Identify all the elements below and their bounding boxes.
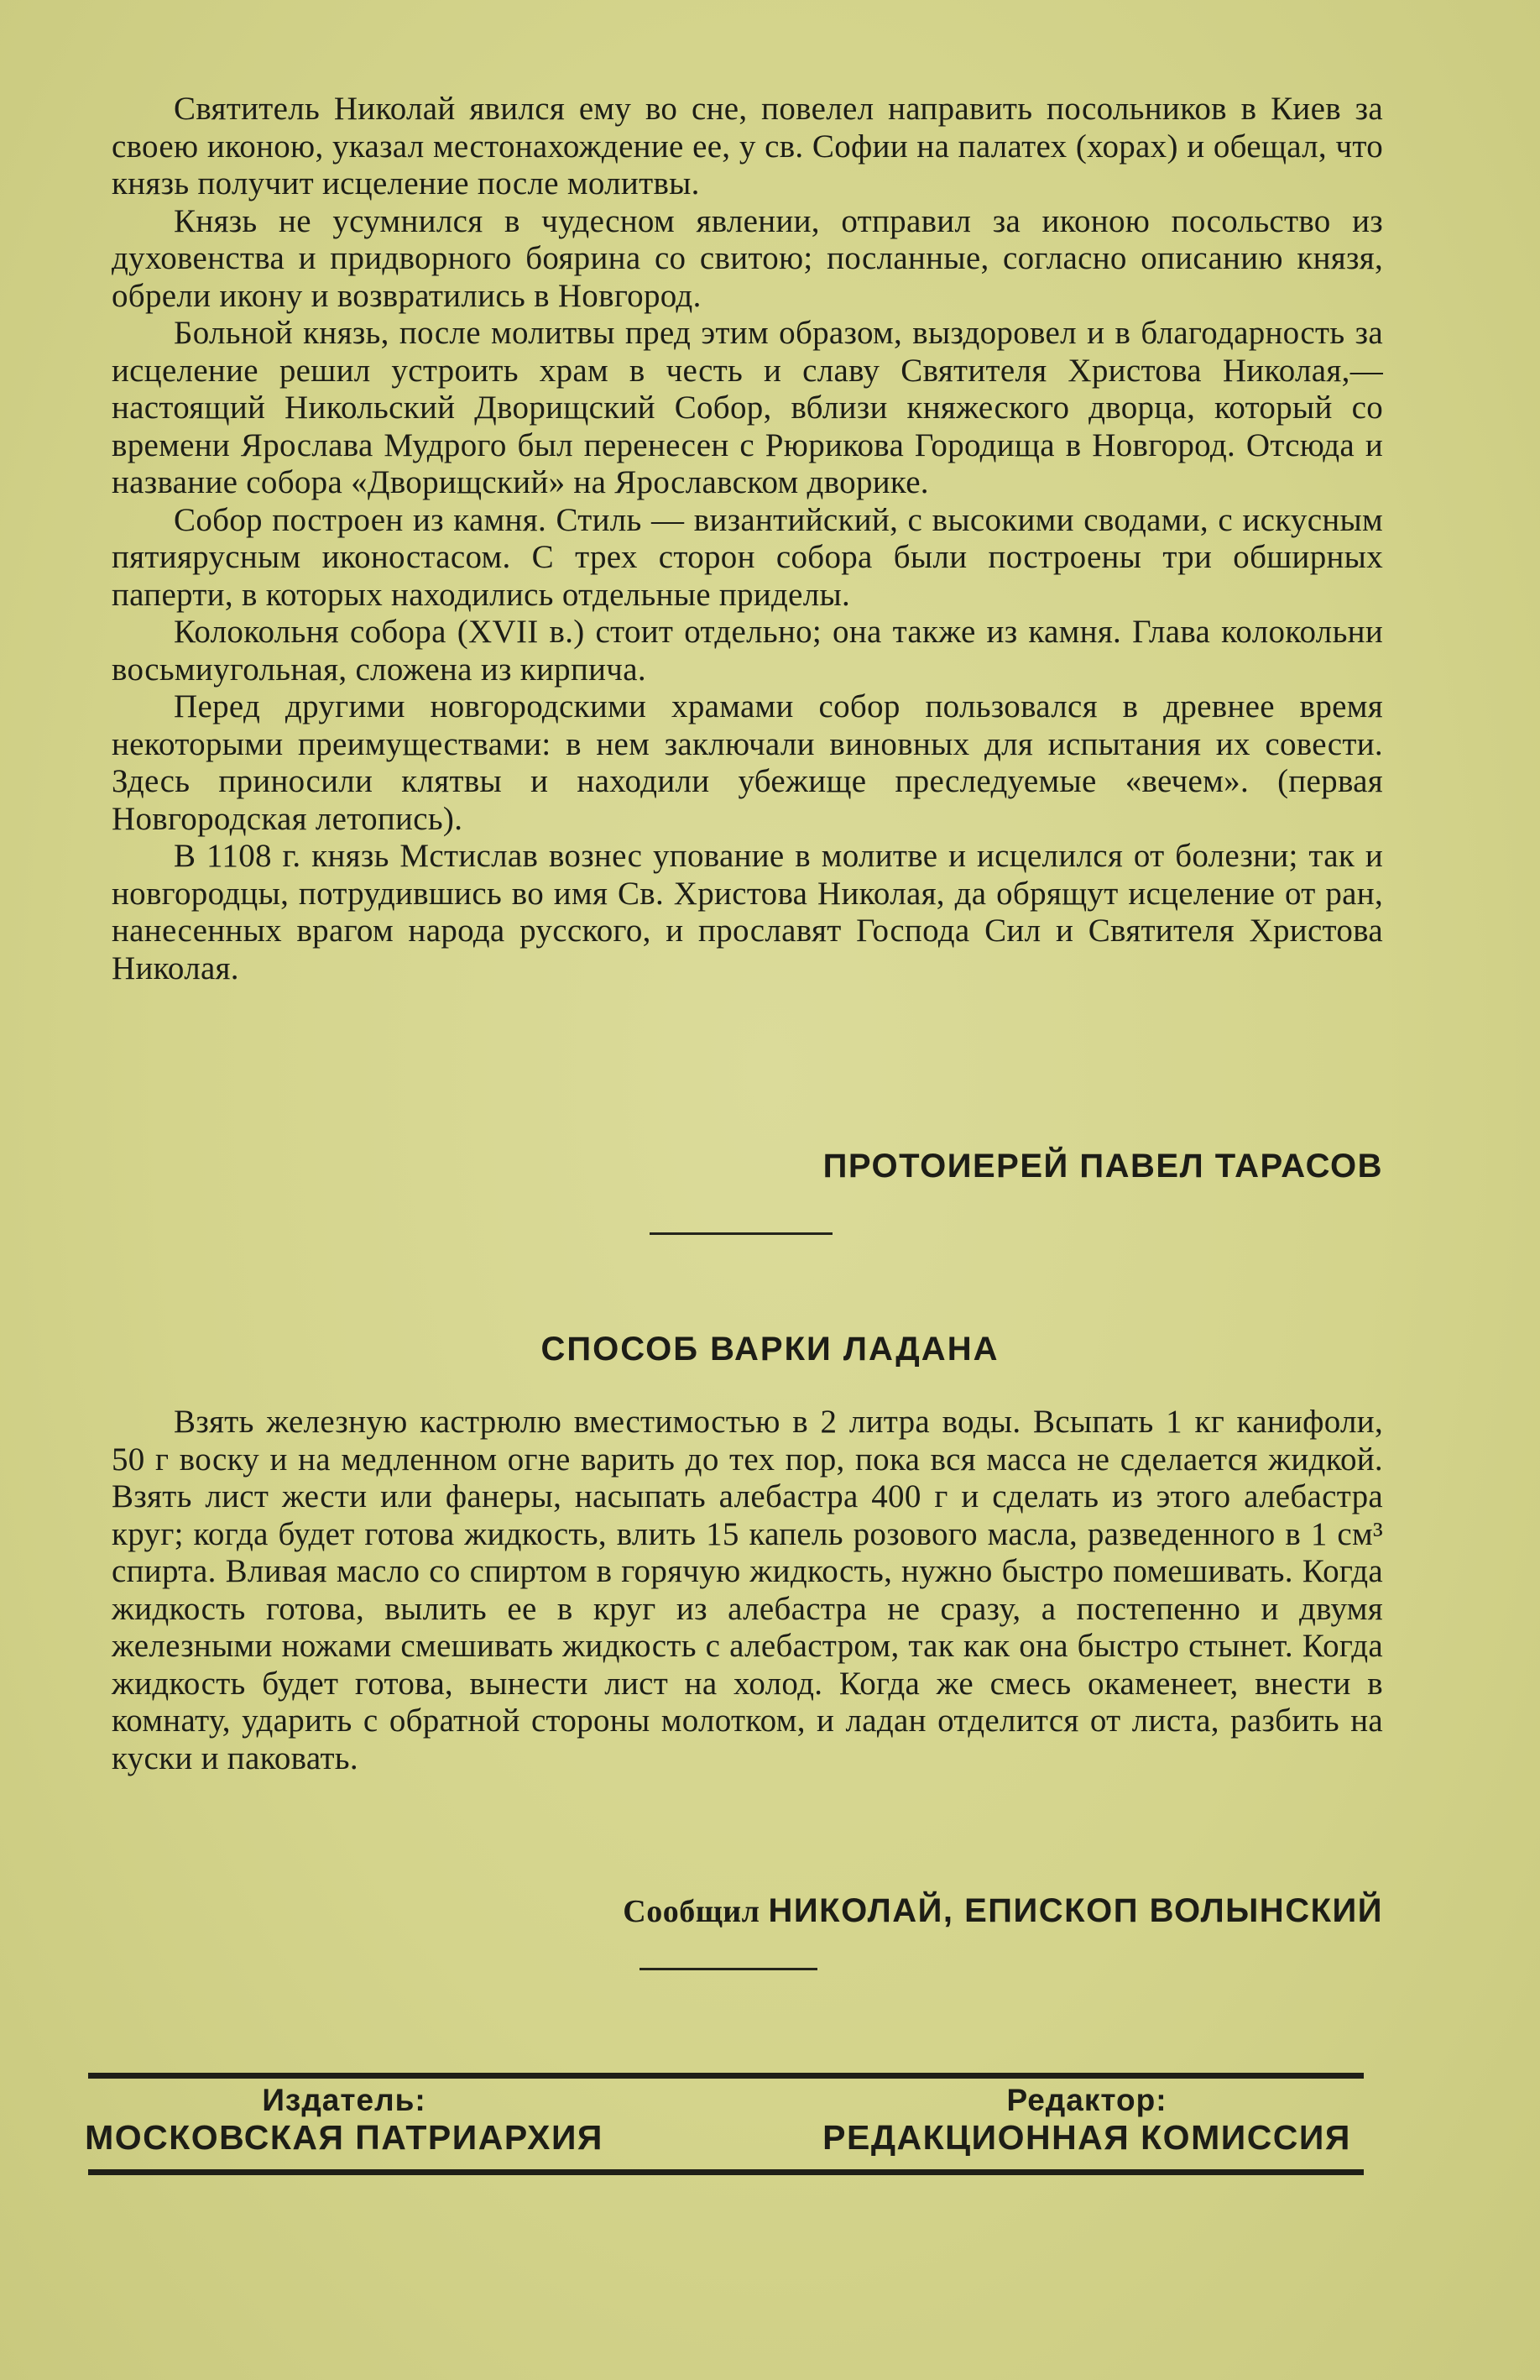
paragraph: Больной князь, после молитвы пред этим образом, выздоровел и в благодарность за исцеление решил устроить храм в честь и славу Святителя Христова Николая,— настоящий Никольский Дворищский Собор, вблизи княжеского дворца, который со времени Ярослава Мудрого был перенесен с Рюрикова Городища в Новгород. Отсюда и название собора «Дворищский» на Ярославском дворике. <box>112 315 1383 500</box>
article-title: СПОСОБ ВАРКИ ЛАДАНА <box>540 1331 1000 1368</box>
imprint-bottom-rule <box>88 2169 1364 2175</box>
editor-label: Редактор: <box>1006 2083 1167 2117</box>
paragraph: Взять железную кастрюлю вместимостью в 2 литра воды. Всыпать 1 кг канифоли, 50 г воску и на медленном огне варить до тех пор, пока вся масса не сделается жидкой. Взять лист жести или фанеры, насыпать алебастра 400 г и сделать из этого алебастра круг; когда будет готова жидкость, влить 15 капель розового масла, разведенного в 1 см³ спирта. Вливая масло со спиртом в горячую жидкость, нужно быстро помешивать. Когда жидкость готова, вылить ее в круг из алебастра не сразу, а постепенно и двумя железными ножами смешивать жидкость с алебастром, так как она быстро стынет. Когда жидкость будет готова, вынести лист на холод. Когда же смесь окаменеет, внести в комнату, ударить с обратной стороны молотком, и ладан отделится от листа, разбить на куски и паковать. <box>112 1404 1383 1776</box>
publisher-block <box>59 2084 629 2158</box>
paragraph: В 1108 г. князь Мстислав вознес упование в молитве и исцелился от болезни; так и новгородцы, потрудившись во имя Св. Христова Николая, да обрящут исцеление от ран, нанесенных врагом народа русского, и прославят Господа Сил и Святителя Христова Николая. <box>112 838 1383 986</box>
paragraph: Перед другими новгородскими храмами собор пользовался в древнее время некоторыми преимуществами: в нем заключали виновных для испытания их совести. Здесь приносили клятвы и находили убежище преследуемые «вечем». (первая Новгородская летопись). <box>112 688 1383 837</box>
paragraph: Святитель Николай явился ему во сне, повелел направить посольников в Киев за своею иконою, указал местонахождение ее, у св. Софии на палатех (хорах) и обещал, что князь получит исцеление после молитвы. <box>112 91 1383 201</box>
section-divider <box>650 1232 833 1235</box>
author-signature: ПРОТОИЕРЕЙ ПАВЕЛ ТАРАСОВ <box>822 1148 1383 1185</box>
section-divider <box>639 1968 817 1970</box>
publisher-label: Издатель: <box>262 2083 426 2117</box>
signature-prefix: Сообщил <box>623 1894 760 1929</box>
article-nikolsky-cathedral <box>112 91 1383 987</box>
paragraph: Собор построен из камня. Стиль — византийский, с высокими сводами, с искусным пятиярусным иконостасом. С трех сторон собора были построены три обширных паперти, в которых находились отдельные приделы. <box>112 501 1383 613</box>
publisher-name: МОСКОВСКАЯ ПАТРИАРХИЯ <box>85 2118 603 2157</box>
imprint-top-rule <box>88 2073 1364 2079</box>
paragraph: Князь не усумнился в чудесном явлении, отправил за иконою посольство из духовенства и придворного боярина со свитою; посланные, согласно описанию князя, обрели икону и возвратились в Новгород. <box>112 202 1383 314</box>
article-incense-recipe <box>112 1404 1383 1777</box>
paragraph: Колокольня собора (XVII в.) стоит отдельно; она также из камня. Глава колокольни восьмиугольная, сложена из кирпича. <box>112 614 1383 688</box>
editor-block <box>785 2084 1389 2158</box>
editor-name: РЕДАКЦИОННАЯ КОМИССИЯ <box>822 2118 1351 2157</box>
signature-name: НИКОЛАЙ, ЕПИСКОП ВОЛЫНСКИЙ <box>768 1892 1383 1929</box>
author-signature <box>623 1892 1383 1930</box>
